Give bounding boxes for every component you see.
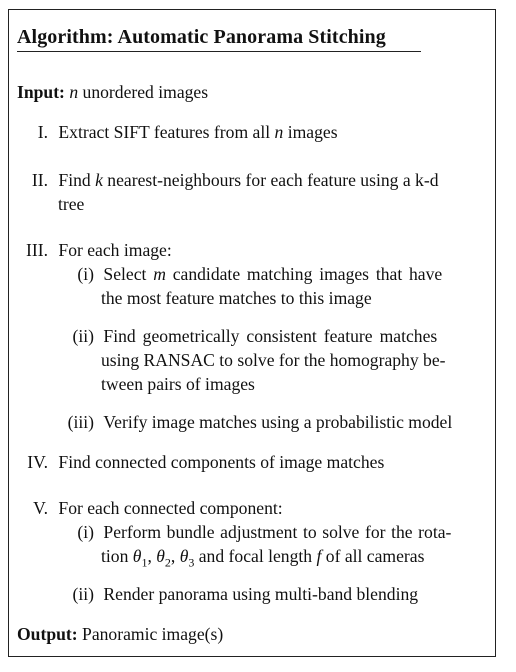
- step-number: IV.: [27, 452, 48, 472]
- theta-symbol: θ: [156, 546, 165, 566]
- substep-3-2: [58, 324, 437, 348]
- output-text: Panoramic image(s): [82, 624, 224, 644]
- step-text: [58, 122, 337, 142]
- step-text: For each image:: [58, 240, 172, 260]
- substep-3-2-line3: tween pairs of images: [101, 374, 255, 394]
- step-number: V.: [33, 498, 48, 518]
- theta-subscript: 1: [141, 555, 148, 570]
- step-2: [17, 168, 439, 192]
- title-underline: [17, 51, 421, 52]
- theta-symbol: θ: [179, 546, 189, 566]
- input-line: [17, 80, 208, 104]
- substep-5-2: [58, 582, 418, 606]
- substep-text-a: Select: [103, 264, 154, 284]
- step-text-b: images: [283, 122, 338, 142]
- step-number: I.: [37, 122, 48, 142]
- step-number: II.: [31, 170, 48, 190]
- input-var: n: [69, 82, 79, 102]
- algorithm-title: Algorithm: Automatic Panorama Stitching: [17, 26, 386, 48]
- step-3: [17, 238, 172, 262]
- theta-symbol: θ: [132, 546, 142, 566]
- substep-number: (i): [77, 522, 94, 542]
- step-1: [17, 120, 338, 144]
- step-var: n: [274, 122, 284, 142]
- substep-number: (iii): [67, 412, 94, 432]
- substep-5-1-line2: [101, 544, 424, 568]
- step-var: k: [95, 170, 103, 190]
- step-text: For each connected component:: [58, 498, 283, 518]
- substep-number: (ii): [72, 584, 94, 604]
- substep-number: (i): [77, 264, 94, 284]
- input-label: Input:: [17, 82, 65, 102]
- substep-3-2-line2: using RANSAC to solve for the homography be-: [101, 350, 446, 370]
- focal-var: f: [316, 546, 322, 566]
- substep-text: Find geometrically consistent feature matches: [103, 326, 438, 346]
- substep-text: [103, 264, 442, 284]
- substep-3-1: [58, 262, 442, 286]
- step-text-a: Extract SIFT features from all: [58, 122, 275, 142]
- input-text: unordered images: [78, 82, 209, 102]
- output-label: Output:: [17, 624, 78, 644]
- theta-subscript: 2: [164, 555, 171, 570]
- substep-var: m: [153, 264, 166, 284]
- comma: ,: [147, 546, 157, 566]
- comma: ,: [170, 546, 180, 566]
- step-text: Find connected components of image matches: [58, 452, 385, 472]
- substep-text-a: tion: [101, 546, 133, 566]
- step-text: [58, 170, 438, 190]
- step-4: [17, 450, 384, 474]
- substep-text: Verify image matches using a probabilistic model: [103, 412, 453, 432]
- substep-text: Perform bundle adjustment to solve for the rota-: [103, 522, 452, 542]
- step-number: III.: [26, 240, 48, 260]
- substep-text-b: candidate matching images that have: [165, 264, 443, 284]
- substep-number: (ii): [72, 326, 94, 346]
- substep-text-c: of all cameras: [321, 546, 425, 566]
- theta-subscript: 3: [188, 555, 195, 570]
- substep-3-1-line2: the most feature matches to this image: [101, 288, 372, 308]
- substep-text: Render panorama using multi-band blending: [103, 584, 419, 604]
- step-2-line2: tree: [58, 194, 85, 214]
- step-text-a: Find: [58, 170, 96, 190]
- substep-5-1: [58, 520, 451, 544]
- step-5: [17, 496, 283, 520]
- substep-text-b: and focal length: [194, 546, 317, 566]
- output-line: [17, 622, 223, 646]
- step-text-b: nearest-neighbours for each feature using a k-d: [102, 170, 439, 190]
- substep-3-3: [58, 410, 452, 434]
